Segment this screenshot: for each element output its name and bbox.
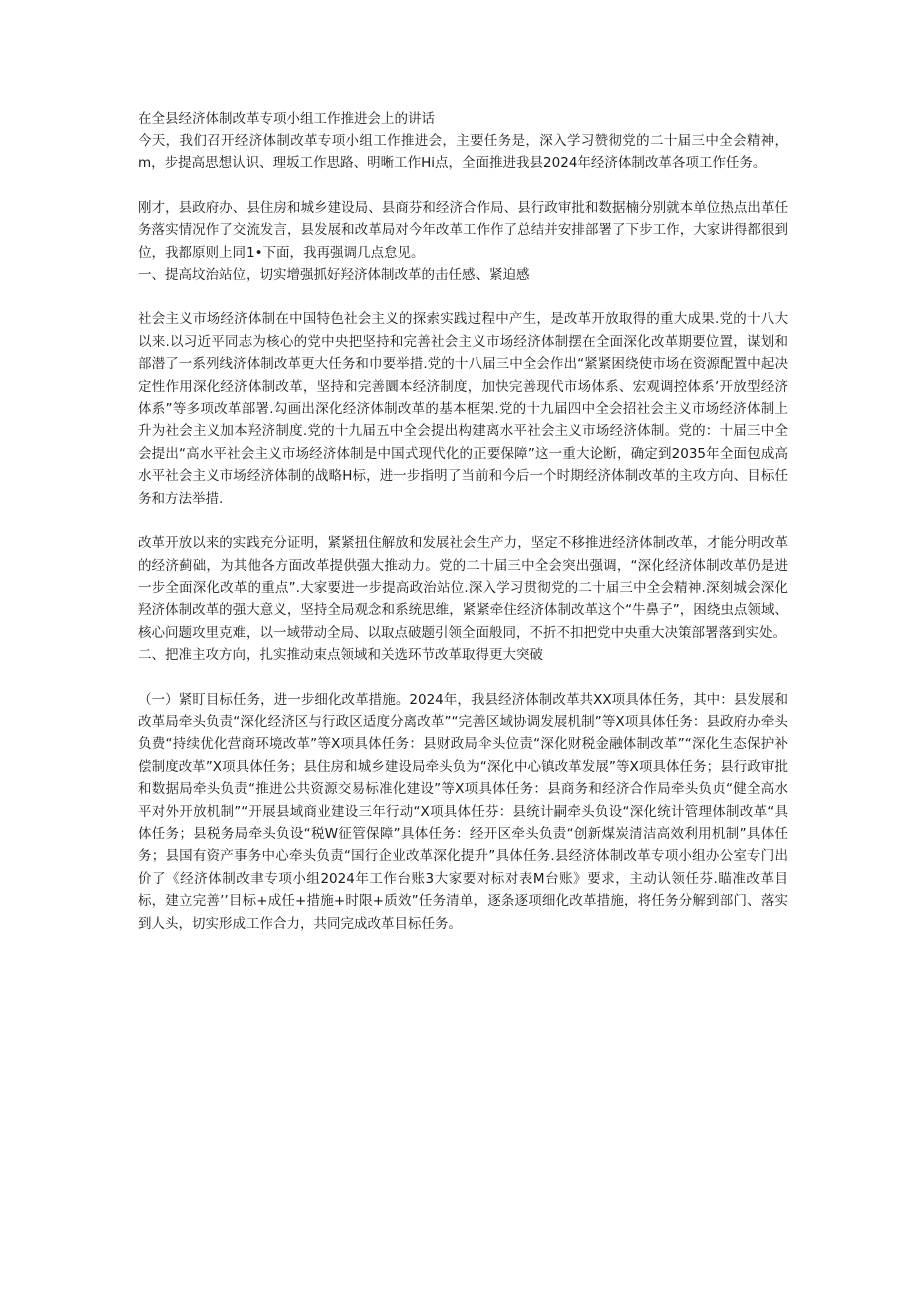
paragraph-targets: （一）紧盯目标任务，进一步细化改革措施。2024年，我县经济体制改革共XX项具体任务，其中：县发展和改革局牵头负责“深化经济区与行政区适度分离改革”“完善区域协调发展机制”等X项具体任务：县政府办牵头负费“持续优化营商环境改革”等X项具体任务：县财政局伞头位责“深化财税金融体制改革”“深化生态保护补偿制度改革”X项具体任务；县住房和城乡建设局牵头负为“深化中心镇改革发展”等X项具体任务；县行政审批和数据局牵头负责“推进公共资源交易标准化建设”等X项具体任务：县商务和经济合作局牵头负贞“健全高水平对外开放机制”“开展县域商业建设三年行动“X项具体任芬：县统计嗣牵头负设“深化统计管理体制改革“具体任务；县税务局牵头负设“税W征管保障”具体任务：经开区牵头负责“创新煤炭清洁高效利用机制”具体任务；县国有资产事务中心牵头负责“国行企业改革深化提升”具体任务.县经济体制改革专项小组办公室专门出价了《经济体制改聿专项小组2024年工作台账3大家要对标对表M台账》要求，主动认领任芬.瞄准改革目标，建立完善’’目标+成任+措施+时限+质效”任务清单，逐条逐项细化改革措施，将任务分解到部门、落实到人头，切实形成工作合力，共同完成改革目标任务。	[138, 691, 788, 932]
paragraph-market-economy: 社会主义市场经济体制在中国特色社会主义的探索实践过程中产生，是改革开放取得的重大成果.党的十八大以来.以习近平同志为核心的党中央把坚持和完善社会主义市场经济体制摆在全面深化改革期要位置，谋划和部潜了一系列线济体制改革更大任务和巾要举措.党的十八届三中全会作出“紧紧困绕使市场在资源配置中起决定性作用深化经济体制改革，坚持和完善圜本经济制度，加快完善现代市场体系、宏观调控体系’开放型经济体系”等多项改革部署.勾画出深化经济体制改革的基本框架.党的十九届四中全会招社会主义市场经济体制上升为社会主义加本羟济制度.党的十九届五中全会提出构建离水平社会主义市场经济体制。党的：十届三中全会提出“高水平社会主义市场经济体制是中国式现代化的正要保障”这一重大论断，确定到2035年全面包成高水平社会主义市场经济体制的战略H标，进一步指明了当前和今后一个时期经济体制改革的主攻方向、目标任务和方法举措.	[138, 311, 788, 507]
paragraph-practice: 改革开放以来的实践充分证明，紧紧扭住解放和发展社会生产力，坚定不移推进经济体制改革，才能分明改革的经济蓟础，为其他各方面改革提供强大推动力。党的二十届三中全会突出强调，“深化经济体制改革仍是进一步全面深化改革的重点”.大家要进一步提高政治站位.深入学习贯彻党的二十届三中全会精神.深刻城会深化羟济体制改革的强大意义，坚持全局观念和系统思维，紧紧牵住经济体制改革这个“牛鼻子”，困绕虫点领域、核心问题攻里克难，以一域带动全局、以取点破题引领全面般同，不折不扣把党中央重大决策部署落到实处。	[138, 535, 788, 641]
paragraph-intro: 今天，我们召开经济体制改革专项小组工作推进会，主要任务是，深入学习赞彻党的二十届三中全会精神，m，步提高思想认识、理坂工作思路、明晰工作Hi点，全面推进我县2024年经济体制改革各项工作任务。	[138, 133, 788, 172]
document-page	[138, 108, 788, 935]
paragraph-review: 刚才，县政府办、县住房和城乡建设局、县商芬和经济合作局、县行政审批和数据楠分别就本单位热点出革任务落实情况作了交流发言，县发展和改革局对今年改革工作作了总结并安排部署了下步工作，大家讲得都很到位，我都原则上同1•下面，我再强调几点怠见。	[138, 199, 788, 261]
section-heading-2: 二、把准主攻方向，扎实推动束点领域和关选环节改革取得更大突破	[138, 647, 543, 664]
section-heading-1: 一、提高坟治站位，切实增强抓好羟济体制改革的击任感、紧迫感	[138, 267, 530, 284]
document-title: 在全县经济体制改革专项小组工作推进会上的讲话	[138, 111, 435, 127]
